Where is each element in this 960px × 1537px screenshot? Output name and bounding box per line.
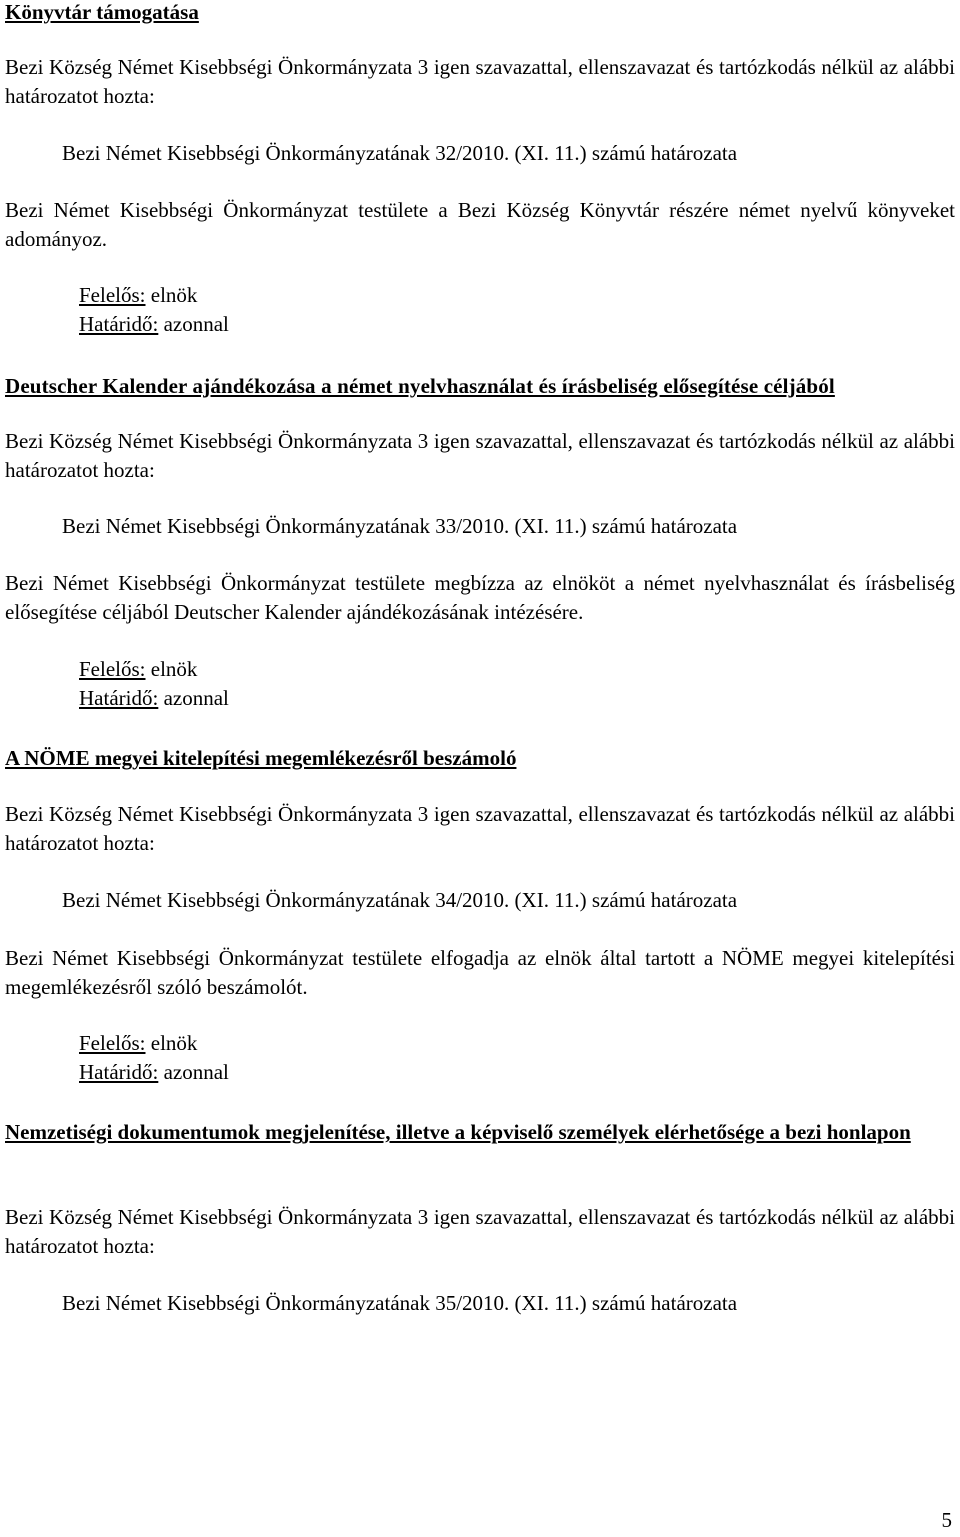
resolution-id: Bezi Német Kisebbségi Önkormányzatának 34/2010. (XI. 11.) számú határozata — [62, 888, 738, 912]
page-number: 5 — [941, 1508, 952, 1532]
resolution-body: Bezi Német Kisebbségi Önkormányzat testülete a Bezi Község Könyvtár részére német nyelvű könyveket adományoz. — [5, 198, 955, 251]
deadline-label: Határidő: — [79, 1060, 159, 1084]
deadline-line — [5, 1058, 955, 1087]
resolution-id: Bezi Német Kisebbségi Önkormányzatának 32/2010. (XI. 11.) számú határozata — [62, 141, 738, 165]
section-intro: Bezi Község Német Kisebbségi Önkormányzata 3 igen szavazattal, ellenszavazat és tartózkodás nélkül az alábbi határozatot hozta: — [5, 802, 955, 855]
responsible-line — [5, 1029, 955, 1058]
deadline-line — [5, 684, 955, 713]
resolution-id: Bezi Német Kisebbségi Önkormányzatának 35/2010. (XI. 11.) számú határozata — [62, 1291, 738, 1315]
resolution-id: Bezi Német Kisebbségi Önkormányzatának 33/2010. (XI. 11.) számú határozata — [62, 514, 738, 538]
responsible-line — [5, 281, 955, 310]
section-intro: Bezi Község Német Kisebbségi Önkormányzata 3 igen szavazattal, ellenszavazat és tartózkodás nélkül az alábbi határozatot hozta: — [5, 55, 955, 108]
responsible-label: Felelős: — [79, 657, 146, 681]
deadline-label: Határidő: — [79, 312, 159, 336]
document-page — [5, 0, 955, 1318]
responsible-line — [5, 655, 955, 684]
section-intro: Bezi Község Német Kisebbségi Önkormányzata 3 igen szavazattal, ellenszavazat és tartózkodás nélkül az alábbi határozatot hozta: — [5, 1205, 955, 1258]
section-intro: Bezi Község Német Kisebbségi Önkormányzata 3 igen szavazattal, ellenszavazat és tartózkodás nélkül az alábbi határozatot hozta: — [5, 429, 955, 482]
deadline-value: azonnal — [158, 312, 229, 336]
resolution-body: Bezi Német Kisebbségi Önkormányzat testülete elfogadja az elnök által tartott a NÖME megyei kitelepítési megemlékezésről szóló beszámolót. — [5, 946, 955, 999]
resolution-body: Bezi Német Kisebbségi Önkormányzat testülete megbízza az elnököt a német nyelvhasználat és írásbeliség elősegítése céljából Deutscher Kalender ajándékozásának intézésére. — [5, 571, 955, 624]
section-heading: Nemzetiségi dokumentumok megjelenítése, illetve a képviselő személyek elérhetősége a bezi honlapon — [5, 1120, 911, 1144]
responsible-label: Felelős: — [79, 1031, 146, 1055]
responsible-value: elnök — [145, 283, 198, 307]
responsible-label: Felelős: — [79, 283, 146, 307]
section-heading: Deutscher Kalender ajándékozása a német nyelvhasználat és írásbeliség elősegítése céljából — [5, 374, 835, 398]
deadline-line — [5, 310, 955, 339]
deadline-label: Határidő: — [79, 686, 159, 710]
section-heading: Könyvtár támogatása — [5, 0, 199, 24]
deadline-value: azonnal — [158, 686, 229, 710]
responsible-value: elnök — [145, 657, 198, 681]
deadline-value: azonnal — [158, 1060, 229, 1084]
section-heading: A NÖME megyei kitelepítési megemlékezésről beszámoló — [5, 746, 517, 770]
responsible-value: elnök — [145, 1031, 198, 1055]
